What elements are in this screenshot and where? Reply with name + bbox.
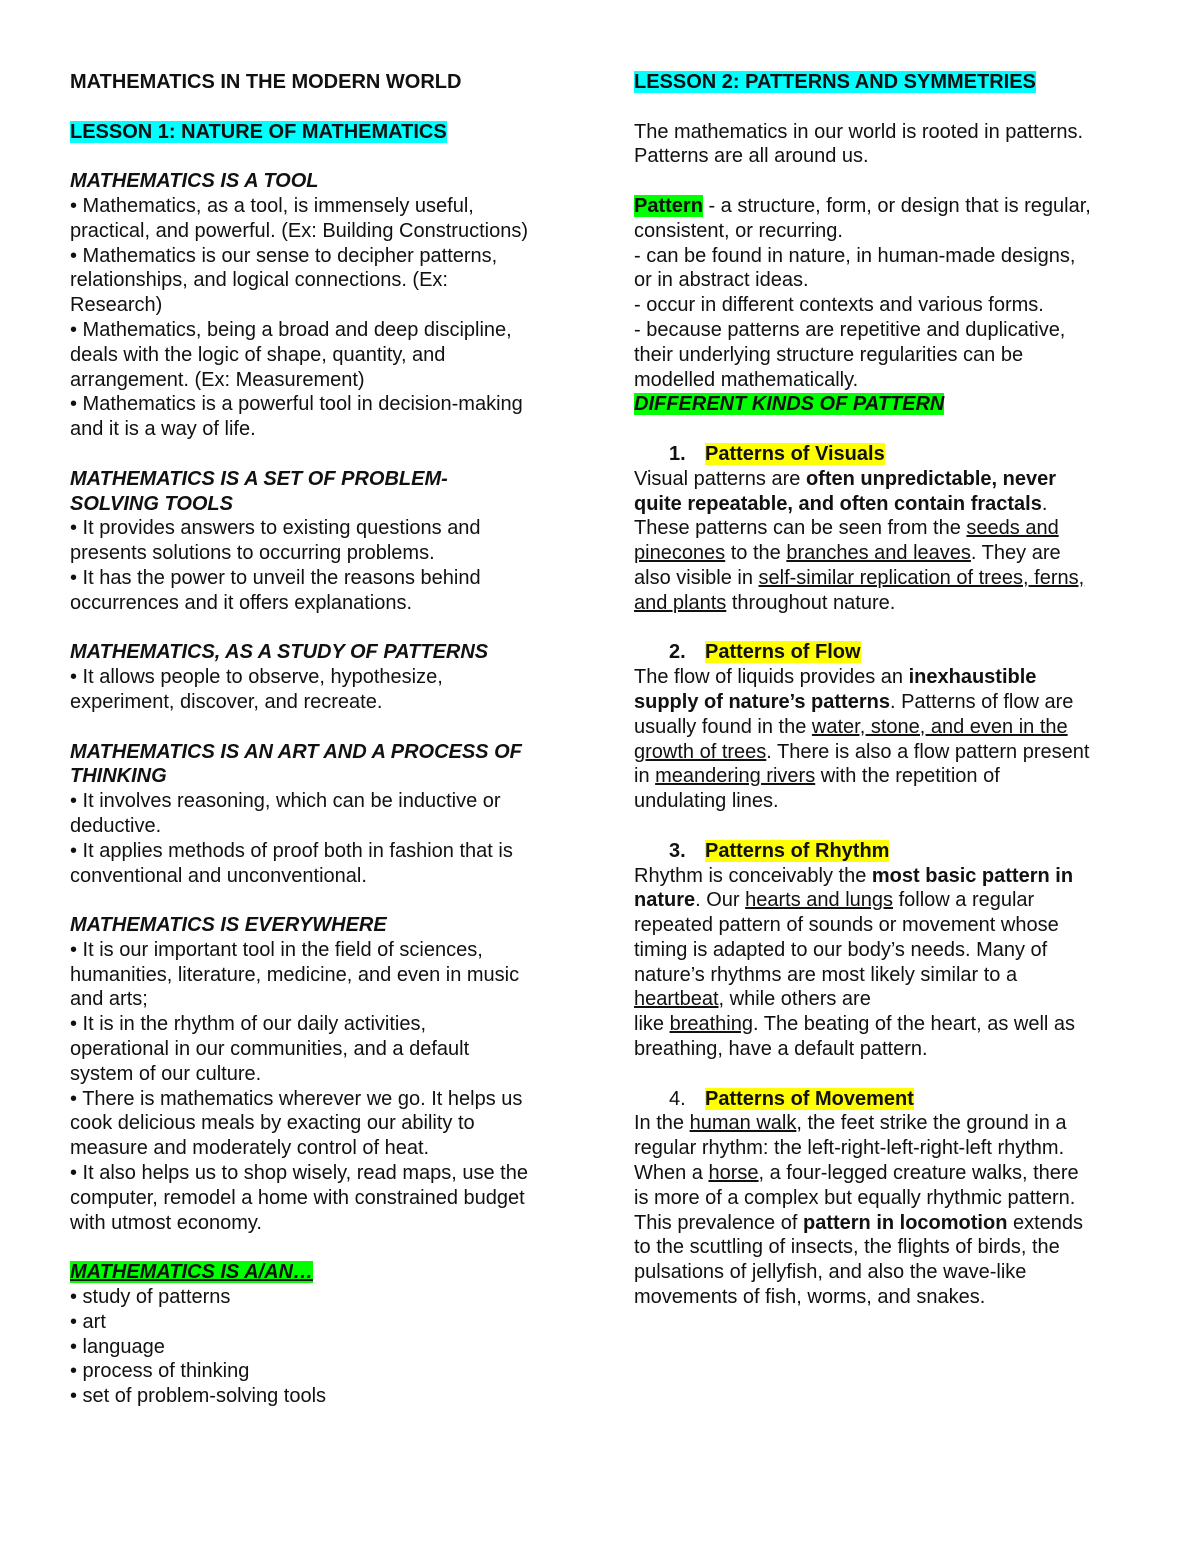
text-line: humanities, literature, medicine, and even in music xyxy=(70,963,520,986)
text-line: Rhythm is conceivably the most basic pattern in xyxy=(634,864,1074,887)
text-line: is more of a complex but equally rhythmic pattern. xyxy=(634,1186,1076,1209)
text-line: undulating lines. xyxy=(634,790,779,813)
text-line: • It allows people to observe, hypothesize, xyxy=(70,666,443,689)
text-line: pulsations of jellyfish, and also the wave-like xyxy=(634,1261,1027,1284)
pattern-definition-line: Pattern - a structure, form, or design that is regular, xyxy=(634,194,1091,217)
text-line: system of our culture. xyxy=(70,1062,262,1085)
text-line: experiment, discover, and recreate. xyxy=(70,690,383,713)
text-line: pinecones to the branches and leaves. They are xyxy=(634,542,1061,565)
text-line: The flow of liquids provides an inexhaustible xyxy=(634,666,1037,689)
text-line: also visible in self-similar replication of trees, ferns, xyxy=(634,566,1085,589)
text-line: like breathing. The beating of the heart, as well as xyxy=(634,1013,1076,1036)
lesson-1-heading: LESSON 1: NATURE OF MATHEMATICS xyxy=(70,120,447,143)
text-line: • It involves reasoning, which can be inductive or xyxy=(70,790,501,813)
text-line: • Mathematics is our sense to decipher patterns, xyxy=(70,244,498,267)
kinds-of-pattern-heading: DIFFERENT KINDS OF PATTERN xyxy=(634,393,945,416)
text-line: - occur in different contexts and various forms. xyxy=(634,294,1044,317)
text-line: • There is mathematics wherever we go. It helps us xyxy=(70,1087,523,1110)
summary-heading: MATHEMATICS IS A/AN… xyxy=(70,1261,313,1284)
text-line: to the scuttling of insects, the flights of birds, the xyxy=(634,1236,1060,1259)
left-column xyxy=(70,70,570,1409)
text-line: • Mathematics, as a tool, is immensely useful, xyxy=(70,194,474,217)
section-heading-tool: MATHEMATICS IS A TOOL xyxy=(70,170,319,193)
text-line: quite repeatable, and often contain fractals. xyxy=(634,492,1048,515)
text-line: and plants throughout nature. xyxy=(634,591,896,614)
text-line: supply of nature’s patterns. Patterns of flow are xyxy=(634,690,1074,713)
text-line: arrangement. (Ex: Measurement) xyxy=(70,368,365,391)
text-line: computer, remodel a home with constrained budget xyxy=(70,1186,525,1209)
text-line: These patterns can be seen from the seeds and xyxy=(634,517,1059,540)
text-line: occurrences and it offers explanations. xyxy=(70,591,413,614)
text-line: • It provides answers to existing questions and xyxy=(70,517,481,540)
text-line: • It has the power to unveil the reasons behind xyxy=(70,566,481,589)
text-line: nature. Our hearts and lungs follow a regular xyxy=(634,889,1035,912)
right-column xyxy=(634,70,1134,1310)
text-line: deals with the logic of shape, quantity, and xyxy=(70,343,446,366)
text-line: • It is in the rhythm of our daily activities, xyxy=(70,1013,427,1036)
section-heading-problem-solving: MATHEMATICS IS A SET OF PROBLEM- xyxy=(70,467,448,490)
text-line: regular rhythm: the left-right-left-right-left rhythm. xyxy=(634,1137,1065,1160)
lesson-2-heading: LESSON 2: PATTERNS AND SYMMETRIES xyxy=(634,71,1036,93)
text-line: movements of fish, worms, and snakes. xyxy=(634,1286,986,1309)
text-line: and arts; xyxy=(70,988,148,1011)
list-item: • study of patterns xyxy=(70,1286,231,1309)
list-item: • set of problem-solving tools xyxy=(70,1385,327,1408)
text-line: consistent, or recurring. xyxy=(634,219,843,242)
text-line: their underlying structure regularities can be xyxy=(634,343,1024,366)
text-line: nature’s rhythms are most likely similar to a xyxy=(634,963,1018,986)
text-line: with utmost economy. xyxy=(70,1211,262,1234)
section-heading-everywhere: MATHEMATICS IS EVERYWHERE xyxy=(70,914,387,937)
text-line: Research) xyxy=(70,294,163,317)
text-line: growth of trees. There is also a flow pattern present xyxy=(634,740,1090,763)
pattern-term: Pattern xyxy=(634,194,703,217)
text-line: repeated pattern of sounds or movement whose xyxy=(634,914,1059,937)
pattern-flow-heading: 2. Patterns of Flow xyxy=(669,641,861,664)
text-line: Patterns are all around us. xyxy=(634,145,869,168)
text-line: measure and moderately control of heat. xyxy=(70,1137,430,1160)
text-line: practical, and powerful. (Ex: Building Constructions) xyxy=(70,219,528,242)
section-heading-art: MATHEMATICS IS AN ART AND A PROCESS OF xyxy=(70,740,522,763)
list-item: • process of thinking xyxy=(70,1360,250,1383)
list-item: • art xyxy=(70,1310,106,1333)
text-line: The mathematics in our world is rooted in patterns. xyxy=(634,120,1084,143)
document-title: MATHEMATICS IN THE MODERN WORLD xyxy=(70,71,462,93)
text-line: or in abstract ideas. xyxy=(634,269,809,292)
pattern-rhythm-heading: 3. Patterns of Rhythm xyxy=(669,839,890,862)
text-line: This prevalence of pattern in locomotion extends xyxy=(634,1211,1084,1234)
text-line: modelled mathematically. xyxy=(634,368,859,391)
text-line: - because patterns are repetitive and duplicative, xyxy=(634,318,1066,341)
text-line: When a horse, a four-legged creature walks, there xyxy=(634,1162,1079,1185)
text-line: timing is adapted to our body’s needs. Many of xyxy=(634,938,1048,961)
text-line: relationships, and logical connections. (Ex: xyxy=(70,269,448,292)
text-line: heartbeat, while others are xyxy=(634,988,871,1011)
text-line: • Mathematics is a powerful tool in decision-making xyxy=(70,393,523,416)
text-line: breathing, have a default pattern. xyxy=(634,1038,928,1061)
text-line: - can be found in nature, in human-made designs, xyxy=(634,244,1076,267)
section-heading-problem-solving-cont: SOLVING TOOLS xyxy=(70,492,233,515)
section-heading-study-of-patterns: MATHEMATICS, AS A STUDY OF PATTERNS xyxy=(70,641,489,664)
text-line: Visual patterns are often unpredictable, never xyxy=(634,467,1057,490)
pattern-visuals-heading: 1. Patterns of Visuals xyxy=(669,442,885,465)
text-line: and it is a way of life. xyxy=(70,418,256,441)
text-line: cook delicious meals by exacting our ability to xyxy=(70,1112,475,1135)
text-line: operational in our communities, and a default xyxy=(70,1038,470,1061)
text-line: usually found in the water, stone, and even in the xyxy=(634,715,1068,738)
text-line: presents solutions to occurring problems. xyxy=(70,542,435,565)
section-heading-art-cont: THINKING xyxy=(70,765,167,788)
text-line: • It is our important tool in the field of sciences, xyxy=(70,938,483,961)
text-line: in meandering rivers with the repetition of xyxy=(634,765,1000,788)
text-line: • Mathematics, being a broad and deep discipline, xyxy=(70,318,512,341)
text-line: conventional and unconventional. xyxy=(70,864,367,887)
list-item: • language xyxy=(70,1335,165,1358)
text-line: deductive. xyxy=(70,814,162,837)
text-line: • It applies methods of proof both in fashion that is xyxy=(70,839,513,862)
text-line: In the human walk, the feet strike the ground in a xyxy=(634,1112,1067,1135)
pattern-movement-heading: 4. Patterns of Movement xyxy=(669,1087,914,1110)
text-line: • It also helps us to shop wisely, read maps, use the xyxy=(70,1162,528,1185)
